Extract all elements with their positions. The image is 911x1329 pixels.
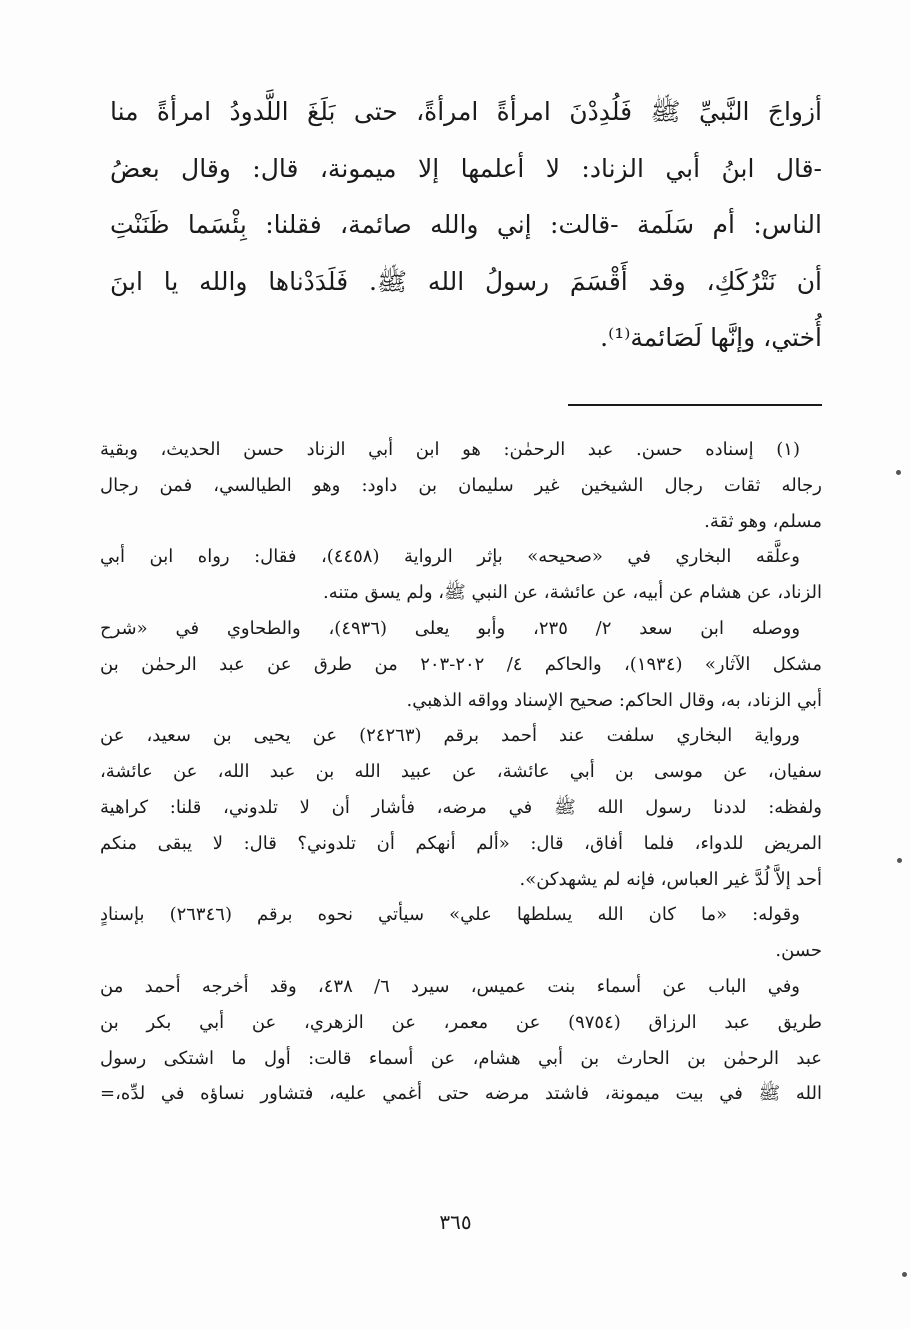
footnote-line: مسلم، وهو ثقة. bbox=[704, 510, 822, 532]
page-number: ٣٦٥ bbox=[439, 1210, 472, 1234]
main-text-line: -قال ابنُ أبي الزناد: لا أعلمها إلا ميمونة، قال: وقال بعضُ bbox=[110, 153, 822, 183]
main-text-block bbox=[110, 84, 822, 367]
footnote-line: أبي الزناد، به، وقال الحاكم: صحيح الإسناد وواقه الذهبي. bbox=[406, 689, 822, 711]
footnote-separator bbox=[568, 404, 822, 406]
scan-speck bbox=[902, 1272, 907, 1277]
main-text-line: أزواجَ النَّبيِّ ﷺ فَلُدِدْنَ امرأةً امرأةً، حتى بَلَغَ اللَّدودُ امرأةً منا bbox=[110, 97, 822, 126]
main-text-line: الناس: أم سَلَمة -قالت: إني والله صائمة، فقلنا: بِئْسَما ظَنَنْتِ bbox=[110, 210, 822, 239]
main-text-line: أن نَتْرُكَكِ، وقد أَقْسَمَ رسولُ الله ﷺ. فَلَدَدْناها والله يا ابنَ bbox=[110, 266, 822, 296]
footnote-line: ولفظه: لددنا رسول الله ﷺ في مرضه، فأشار أن لا تلدوني، قلنا: كراهية bbox=[100, 796, 822, 818]
footnote-line: المريض للدواء، فلما أفاق، قال: «ألم أنهكم أن تلدوني؟ قال: لا يبقى منكم bbox=[100, 832, 822, 854]
scan-speck bbox=[896, 470, 901, 475]
footnote-line: الله ﷺ في بيت ميمونة، فاشتد مرضه حتى أغمي عليه، فتشاور نساؤه في لدِّه،= bbox=[100, 1083, 822, 1105]
footnote-line: وعلَّقه البخاري في «صحيحه» بإثر الرواية (٤٤٥٨)، فقال: رواه ابن أبي bbox=[100, 546, 800, 568]
footnote-line: الزناد، عن هشام عن أبيه، عن عائشة، عن النبي ﷺ، ولم يسق متنه. bbox=[322, 582, 822, 604]
footnote-line: طريق عبد الرزاق (٩٧٥٤) عن معمر، عن الزهري، عن أبي بكر بن bbox=[100, 1011, 822, 1033]
footnote-line: رجاله ثقات رجال الشيخين غير سليمان بن داود: وهو الطيالسي، فمن رجال bbox=[100, 474, 822, 496]
footnote-line: وقوله: «ما كان الله يسلطها علي» سيأتي نحوه برقم (٢٦٣٤٦) بإسنادٍ bbox=[100, 904, 800, 926]
scan-speck bbox=[897, 858, 902, 863]
main-text-line: أُختي، وإنَّها لَصَائمة⁽¹⁾. bbox=[600, 323, 822, 352]
footnote-line: مشكل الآثار» (١٩٣٤)، والحاكم ٤/ ٢٠٢-٢٠٣ من طرق عن عبد الرحمٰن بن bbox=[100, 653, 822, 675]
footnote-line: (١) إسناده حسن. عبد الرحمٰن: هو ابن أبي الزناد حسن الحديث، وبقية bbox=[100, 439, 800, 460]
footnote-line: أحد إلاَّ لُدَّ غير العباس، فإنه لم يشهدكن». bbox=[519, 868, 822, 890]
footnotes-block bbox=[100, 432, 822, 1112]
footnote-line: حسن. bbox=[775, 940, 822, 962]
footnote-line: سفيان، عن موسى بن أبي عائشة، عن عبيد الله بن عبد الله، عن عائشة، bbox=[100, 761, 822, 783]
footnote-line: عبد الرحمٰن بن الحارث بن أبي هشام، عن أسماء قالت: أول ما اشتكى رسول bbox=[100, 1047, 822, 1069]
footnote-line: وفي الباب عن أسماء بنت عميس، سيرد ٦/ ٤٣٨، وقد أخرجه أحمد من bbox=[100, 975, 800, 997]
footnote-line: ووصله ابن سعد ٢/ ٢٣٥، وأبو يعلى (٤٩٣٦)، والطحاوي في «شرح bbox=[100, 617, 801, 639]
footnote-line: ورواية البخاري سلفت عند أحمد برقم (٢٤٢٦٣) عن يحيى بن سعيد، عن bbox=[100, 725, 800, 747]
